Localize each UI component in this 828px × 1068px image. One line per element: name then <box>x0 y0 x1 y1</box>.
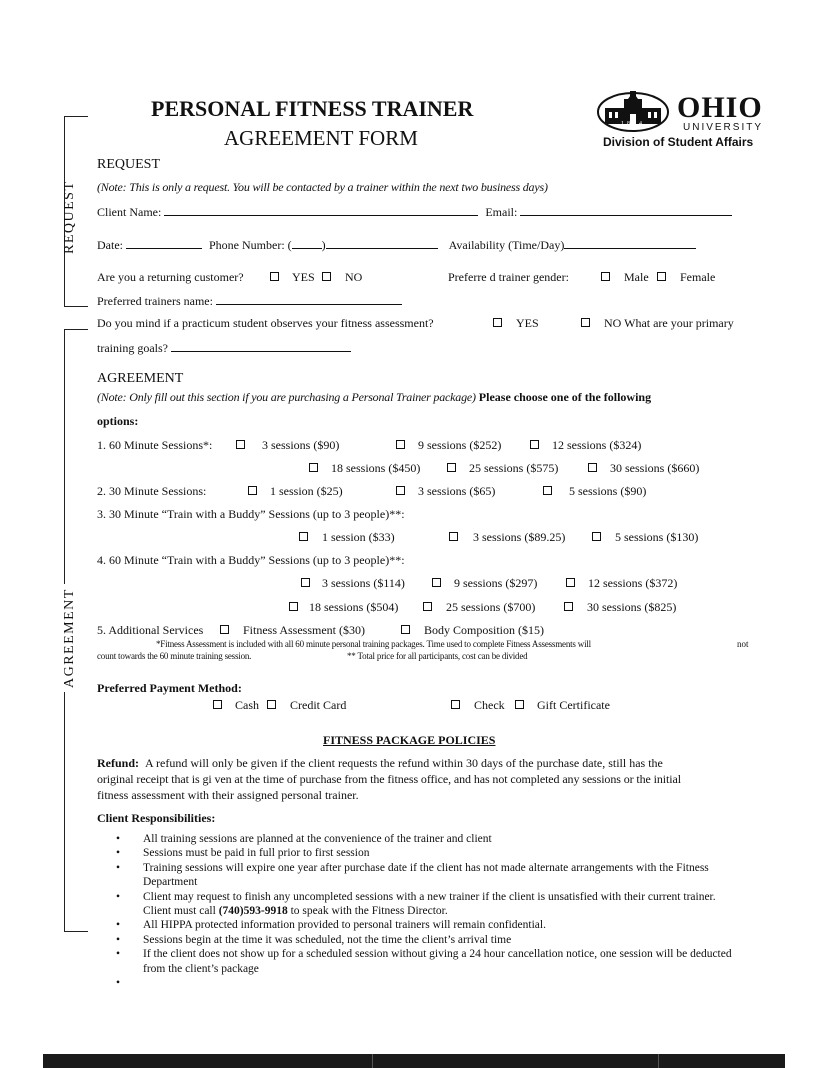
list-item-text: Training sessions will expire one year after purchase date if the client has not made alternate arrangements with the Fitness <box>143 861 709 874</box>
agreement-note-row <box>97 390 651 405</box>
s4-option-checkbox[interactable] <box>301 578 310 587</box>
list-item: • Sessions begin at the time it was scheduled, not the time the client’s arrival time <box>116 933 766 947</box>
trainers-name-row <box>97 293 402 309</box>
logo-university: UNIVERSITY <box>683 122 764 133</box>
footer-bar <box>43 1054 785 1068</box>
s4-option-label: 12 sessions ($372) <box>588 576 678 590</box>
s1-option-checkbox[interactable] <box>236 440 245 449</box>
payment-credit-checkbox[interactable] <box>267 700 276 709</box>
list-item: • Sessions must be paid in full prior to first session <box>116 846 766 860</box>
trainer-gender-label: Preferre d trainer gender: <box>448 270 569 284</box>
payment-heading: Preferred Payment Method: <box>97 681 242 695</box>
returning-customer-question: Are you a returning customer? <box>97 270 244 284</box>
list-item <box>116 976 766 990</box>
list-item: • All HIPPA protected information provided to personal trainers will remain confidential. <box>116 918 766 932</box>
s1-option-label: 3 sessions ($90) <box>262 438 340 452</box>
fitness-phone-number: (740)593-9918 <box>218 905 288 918</box>
s1-option-label: 30 sessions ($660) <box>610 461 700 475</box>
s2-option-checkbox[interactable] <box>248 486 257 495</box>
footer-divider <box>658 1054 659 1068</box>
s3-option-checkbox[interactable] <box>592 532 601 541</box>
gender-female-label: Female <box>680 270 716 284</box>
returning-no-label: NO <box>345 270 363 284</box>
fitness-assessment-checkbox[interactable] <box>220 625 229 634</box>
s4-option-label: 3 sessions ($114) <box>322 576 405 590</box>
email-label: Email: <box>485 205 518 219</box>
s4-label: 4. 60 Minute “Train with a Buddy” Sessions (up to 3 people)**: <box>97 553 405 567</box>
s2-label: 2. 30 Minute Sessions: <box>97 484 207 498</box>
footnote-line2: count towards the 60 minute training session. <box>97 651 252 661</box>
s3-option-checkbox[interactable] <box>449 532 458 541</box>
s2-option-checkbox[interactable] <box>543 486 552 495</box>
s4-option-checkbox[interactable] <box>289 602 298 611</box>
gender-male-checkbox[interactable] <box>601 272 610 281</box>
phone-area-field[interactable] <box>292 237 322 249</box>
s2-option-label: 1 session ($25) <box>270 484 343 498</box>
agreement-options-word: options: <box>97 414 139 428</box>
practicum-no-checkbox[interactable] <box>581 318 590 327</box>
list-item <box>116 861 766 890</box>
s1-option-checkbox[interactable] <box>588 463 597 472</box>
list-item-text: to speak with the Fitness Director. <box>290 905 448 918</box>
refund-label: Refund: <box>97 756 140 770</box>
request-note: (Note: This is only a request. You will be contacted by a trainer within the next two business days) <box>97 180 548 194</box>
date-label: Date: <box>97 238 123 252</box>
trainers-name-label: Preferred trainers name: <box>97 294 213 308</box>
s3-option-label: 1 session ($33) <box>322 530 395 544</box>
agreement-choose: Please choose one of the following <box>478 390 652 404</box>
phone-label: Phone Number: ( <box>209 238 292 252</box>
refund-text-3: fitness assessment with their assigned personal trainer. <box>97 788 359 802</box>
s1-option-label: 9 sessions ($252) <box>418 438 502 452</box>
client-name-label: Client Name: <box>97 205 162 219</box>
list-item: • All training sessions are planned at the convenience of the trainer and client <box>116 832 766 846</box>
list-item-text: Client may request to finish any uncompleted sessions with a new trainer if the client is unsatisfied with their current trainer. <box>143 890 716 903</box>
payment-check-label: Check <box>474 698 505 712</box>
s3-option-checkbox[interactable] <box>299 532 308 541</box>
logo-ohio: OHIO <box>677 91 763 124</box>
s2-option-label: 3 sessions ($65) <box>418 484 496 498</box>
list-item <box>116 947 766 976</box>
gender-male-label: Male <box>624 270 649 284</box>
ohio-university-logo <box>597 88 777 152</box>
s3-option-label: 3 sessions ($89.25) <box>473 530 566 544</box>
body-composition-checkbox[interactable] <box>401 625 410 634</box>
side-label-agreement: AGREEMENT <box>62 584 78 692</box>
s1-option-checkbox[interactable] <box>530 440 539 449</box>
s1-label: 1. 60 Minute Sessions*: <box>97 438 213 452</box>
agreement-note: (Note: Only fill out this section if you are purchasing a Personal Trainer package) <box>97 390 476 404</box>
s3-label: 3. 30 Minute “Train with a Buddy” Sessions (up to 3 people)**: <box>97 507 405 521</box>
footer-divider <box>372 1054 373 1068</box>
footnote-line1: *Fitness Assessment is included with all 60 minute personal training packages. Time used to complete Fitness Assessments will <box>156 639 591 649</box>
form-title-line2: AGREEMENT FORM <box>224 126 418 150</box>
returning-yes-label: YES <box>292 270 315 284</box>
payment-check-checkbox[interactable] <box>451 700 460 709</box>
request-bracket-bottom <box>64 306 88 307</box>
responsibilities-list <box>116 832 766 990</box>
client-name-field[interactable] <box>164 204 478 216</box>
refund-text-1: A refund will only be given if the client requests the refund within 30 days of the purchase date, still has the <box>145 756 663 770</box>
request-heading: REQUEST <box>97 157 160 172</box>
s4-option-checkbox[interactable] <box>423 602 432 611</box>
s4-option-label: 30 sessions ($825) <box>587 600 677 614</box>
goals-row <box>97 340 351 356</box>
s4-option-checkbox[interactable] <box>432 578 441 587</box>
s3-option-label: 5 sessions ($130) <box>615 530 699 544</box>
refund-text-2: original receipt that is gi ven at the time of purchase from the fitness office, and has not completed any sessions or the initial <box>97 772 681 786</box>
s1-option-label: 12 sessions ($324) <box>552 438 642 452</box>
payment-cash-label: Cash <box>235 698 259 712</box>
practicum-yes-label: YES <box>516 316 539 330</box>
s1-option-checkbox[interactable] <box>396 440 405 449</box>
form-title-line1: PERSONAL FITNESS TRAINER <box>151 96 474 121</box>
request-bracket-top <box>64 116 88 117</box>
body-composition-label: Body Composition ($15) <box>424 623 545 637</box>
list-item-text: Department <box>143 876 198 889</box>
logo-year: 1804 <box>621 121 645 127</box>
list-item <box>116 890 766 919</box>
agreement-bracket-top <box>64 329 88 330</box>
phone-close: ) <box>321 238 326 252</box>
s1-option-checkbox[interactable] <box>309 463 318 472</box>
availability-label: Availability (Time/Day) <box>448 238 565 252</box>
policies-heading: FITNESS PACKAGE POLICIES <box>323 733 496 747</box>
phone-number-field[interactable] <box>326 237 438 249</box>
date-row <box>97 237 696 253</box>
goals-label: training goals? <box>97 341 168 355</box>
refund-line1 <box>97 756 663 771</box>
list-item-text: If the client does not show up for a scheduled session without giving a 24 hour cancellation notice, one session will be deducted <box>143 948 732 961</box>
availability-field[interactable] <box>564 237 696 249</box>
s5-label: 5. Additional Services <box>97 623 204 637</box>
gender-female-checkbox[interactable] <box>657 272 666 281</box>
footnote-not: not <box>737 639 749 649</box>
logo-division: Division of Student Affairs <box>603 135 754 149</box>
s2-option-checkbox[interactable] <box>396 486 405 495</box>
agreement-bracket-bottom <box>64 931 88 932</box>
payment-gift-checkbox[interactable] <box>515 700 524 709</box>
returning-yes-checkbox[interactable] <box>270 272 279 281</box>
practicum-question: Do you mind if a practicum student observes your fitness assessment? <box>97 316 434 330</box>
client-name-row <box>97 204 732 220</box>
agreement-heading: AGREEMENT <box>97 371 184 386</box>
trainers-name-field[interactable] <box>216 293 402 305</box>
s1-option-label: 18 sessions ($450) <box>331 461 421 475</box>
s4-option-checkbox[interactable] <box>566 578 575 587</box>
list-item-text: from the client’s package <box>143 962 259 975</box>
s1-option-label: 25 sessions ($575) <box>469 461 559 475</box>
goals-field[interactable] <box>171 340 351 352</box>
email-field[interactable] <box>520 204 732 216</box>
footnote-line3: ** Total price for all participants, cost can be divided <box>347 651 528 661</box>
s4-option-label: 9 sessions ($297) <box>454 576 538 590</box>
date-field[interactable] <box>126 237 202 249</box>
side-label-request: REQUEST <box>62 180 77 254</box>
returning-no-checkbox[interactable] <box>322 272 331 281</box>
s2-option-label: 5 sessions ($90) <box>569 484 647 498</box>
payment-cash-checkbox[interactable] <box>213 700 222 709</box>
practicum-no-label: NO What are your primary <box>604 316 734 330</box>
s4-option-label: 25 sessions ($700) <box>446 600 536 614</box>
list-item-text: Client must call <box>143 905 216 918</box>
s1-option-checkbox[interactable] <box>447 463 456 472</box>
responsibilities-heading: Client Responsibilities: <box>97 811 216 825</box>
s4-option-checkbox[interactable] <box>564 602 573 611</box>
payment-gift-label: Gift Certificate <box>537 698 610 712</box>
fitness-assessment-label: Fitness Assessment ($30) <box>243 623 366 637</box>
s4-option-label: 18 sessions ($504) <box>309 600 399 614</box>
practicum-yes-checkbox[interactable] <box>493 318 502 327</box>
payment-credit-label: Credit Card <box>290 698 347 712</box>
